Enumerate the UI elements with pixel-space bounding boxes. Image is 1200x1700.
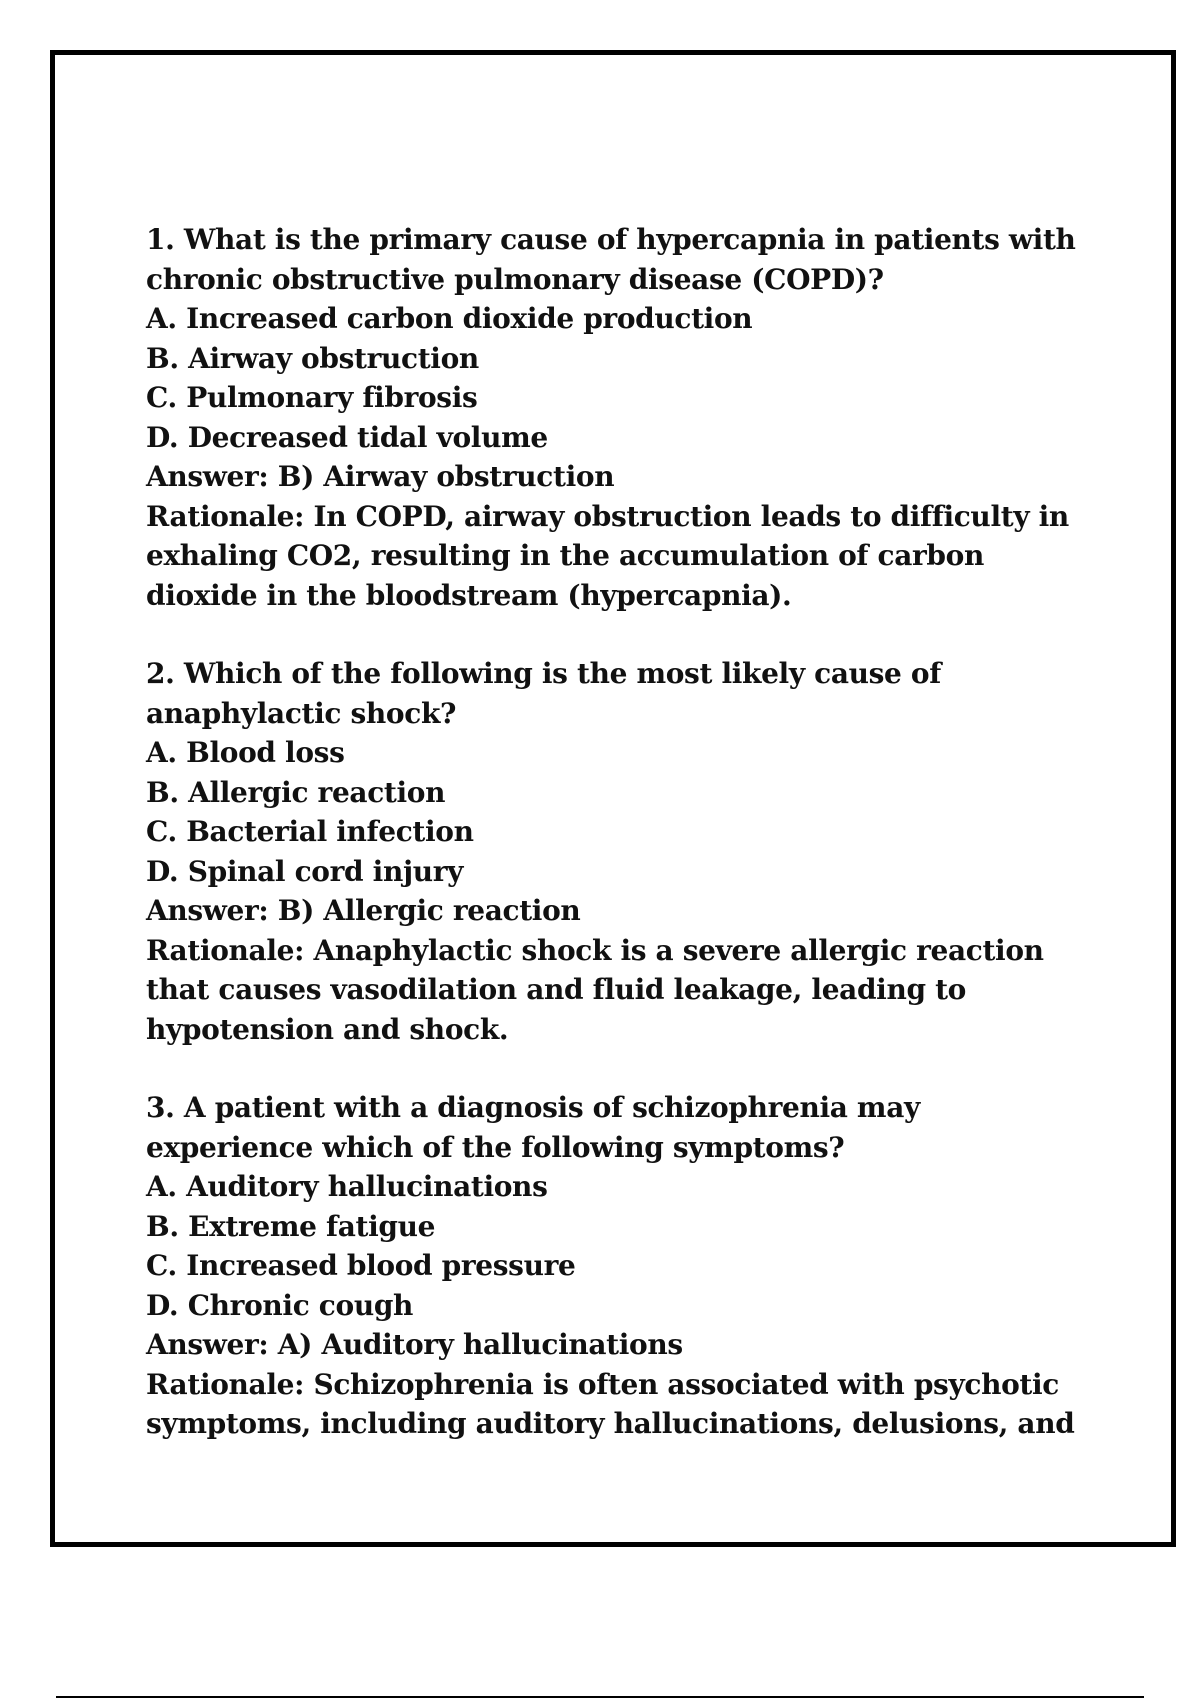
option-d: D. Spinal cord injury (146, 854, 464, 888)
option-d: D. Chronic cough (146, 1288, 414, 1322)
question-block-1 (146, 220, 1076, 615)
option-c: C. Pulmonary fibrosis (146, 381, 478, 414)
option-b: B. Extreme fatigue (146, 1209, 436, 1243)
option-c: C. Increased blood pressure (146, 1249, 576, 1282)
question-text: 1. What is the primary cause of hypercapnia in patients with chronic obstructive pulmonary disease (COPD)? (146, 223, 1076, 296)
rationale-text: Rationale: Schizophrenia is often associated with psychotic symptoms, including auditory hallucinations, delusions, and (146, 1367, 1075, 1440)
question-text: 2. Which of the following is the most likely cause of anaphylactic shock? (146, 657, 941, 730)
option-a: A. Blood loss (146, 736, 345, 769)
answer-text: Answer: B) Allergic reaction (146, 894, 581, 927)
answer-text: Answer: A) Auditory hallucinations (146, 1328, 683, 1361)
option-b: B. Airway obstruction (146, 341, 479, 375)
question-block-2 (146, 654, 1076, 1049)
option-d: D. Decreased tidal volume (146, 420, 548, 454)
quiz-content (146, 220, 1076, 1483)
question-block-3 (146, 1088, 1076, 1444)
rationale-text: Rationale: Anaphylactic shock is a severe allergic reaction that causes vasodilation and fluid leakage, leading to hypotension and shock. (146, 933, 1044, 1046)
answer-text: Answer: B) Airway obstruction (146, 460, 615, 493)
option-a: A. Auditory hallucinations (146, 1170, 548, 1203)
question-text: 3. A patient with a diagnosis of schizophrenia may experience which of the following symptoms? (146, 1091, 920, 1164)
bottom-divider (56, 1696, 1144, 1698)
option-b: B. Allergic reaction (146, 775, 446, 809)
option-a: A. Increased carbon dioxide production (146, 302, 753, 335)
rationale-text: Rationale: In COPD, airway obstruction leads to difficulty in exhaling CO2, resulting in the accumulation of carbon dioxide in the bloodstream (hypercapnia). (146, 499, 1069, 612)
option-c: C. Bacterial infection (146, 815, 474, 848)
